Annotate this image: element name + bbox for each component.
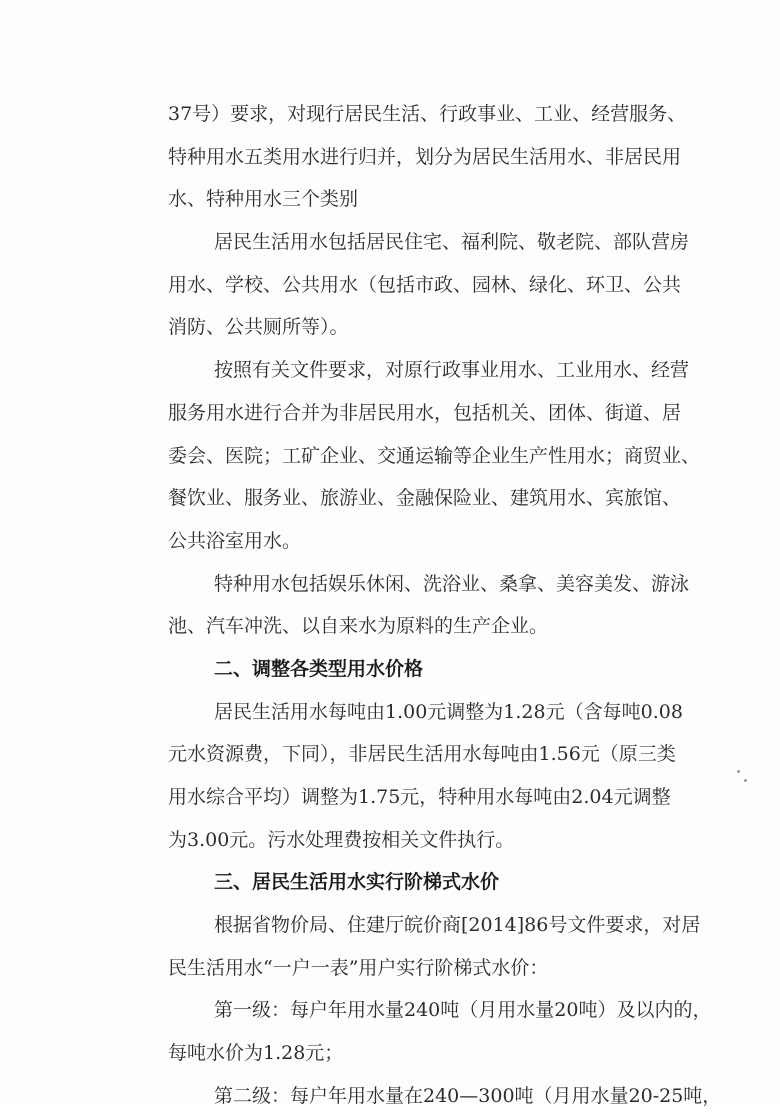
text-line: 消防、公共厕所等）。 — [168, 316, 349, 339]
text-line: 特种用水五类用水进行归并，划分为居民生活用水、非居民用 — [168, 145, 682, 168]
paragraph-start-line: 根据省物价局、住建厅皖价商[2014]86号文件要求，对居 — [214, 914, 701, 937]
text-line: 餐饮业、服务业、旅游业、金融保险业、建筑用水、宾旅馆、 — [168, 487, 682, 510]
section-heading-3: 三、居民生活用水实行阶梯式水价 — [214, 871, 500, 894]
text-line: 水、特种用水三个类别 — [168, 188, 359, 211]
text-line: 用水综合平均）调整为1.75元，特种用水每吨由2.04元调整 — [168, 786, 671, 808]
text-line: 委会、医院；工矿企业、交通运输等企业生产性用水；商贸业、 — [168, 444, 701, 467]
text-line: 服务用水进行合并为非居民用水，包括机关、团体、街道、居 — [168, 401, 682, 424]
paragraph-start-line: 居民生活用水每吨由1.00元调整为1.28元（含每吨0.08 — [214, 700, 683, 723]
text-line: 用水、学校、公共用水（包括市政、园林、绿化、环卫、公共 — [168, 273, 682, 296]
paragraph-start-line: 居民生活用水包括居民住宅、福利院、敬老院、部队营房 — [214, 231, 690, 254]
text-line: 池、汽车冲洗、以自来水为原料的生产企业。 — [168, 615, 549, 638]
text-line: 为3.00元。污水处理费按相关文件执行。 — [168, 828, 515, 851]
paragraph-start-line: 第二级：每户年用水量在240—300吨（月用水量20-25吨， — [214, 1084, 722, 1107]
text-line: 公共浴室用水。 — [168, 529, 302, 552]
paragraph-start-line: 第一级：每户年用水量240吨（月用水量20吨）及以内的， — [214, 999, 712, 1022]
section-heading-2: 二、调整各类型用水价格 — [214, 657, 424, 680]
scan-speck — [737, 770, 740, 773]
text-line: 每吨水价为1.28元； — [168, 1042, 344, 1065]
paragraph-start-line: 按照有关文件要求，对原行政事业用水、工业用水、经营 — [214, 359, 690, 382]
document-body — [168, 93, 748, 1118]
paragraph-start-line: 特种用水包括娱乐休闲、洗浴业、桑拿、美容美发、游泳 — [214, 572, 690, 595]
scan-speck — [744, 779, 747, 782]
text-line: 37号）要求，对现行居民生活、行政事业、工业、经营服务、 — [168, 103, 687, 125]
text-line: 民生活用水“一户一表”用户实行阶梯式水价： — [168, 956, 549, 979]
text-line: 元水资源费，下同），非居民生活用水每吨由1.56元（原三类 — [168, 743, 676, 766]
